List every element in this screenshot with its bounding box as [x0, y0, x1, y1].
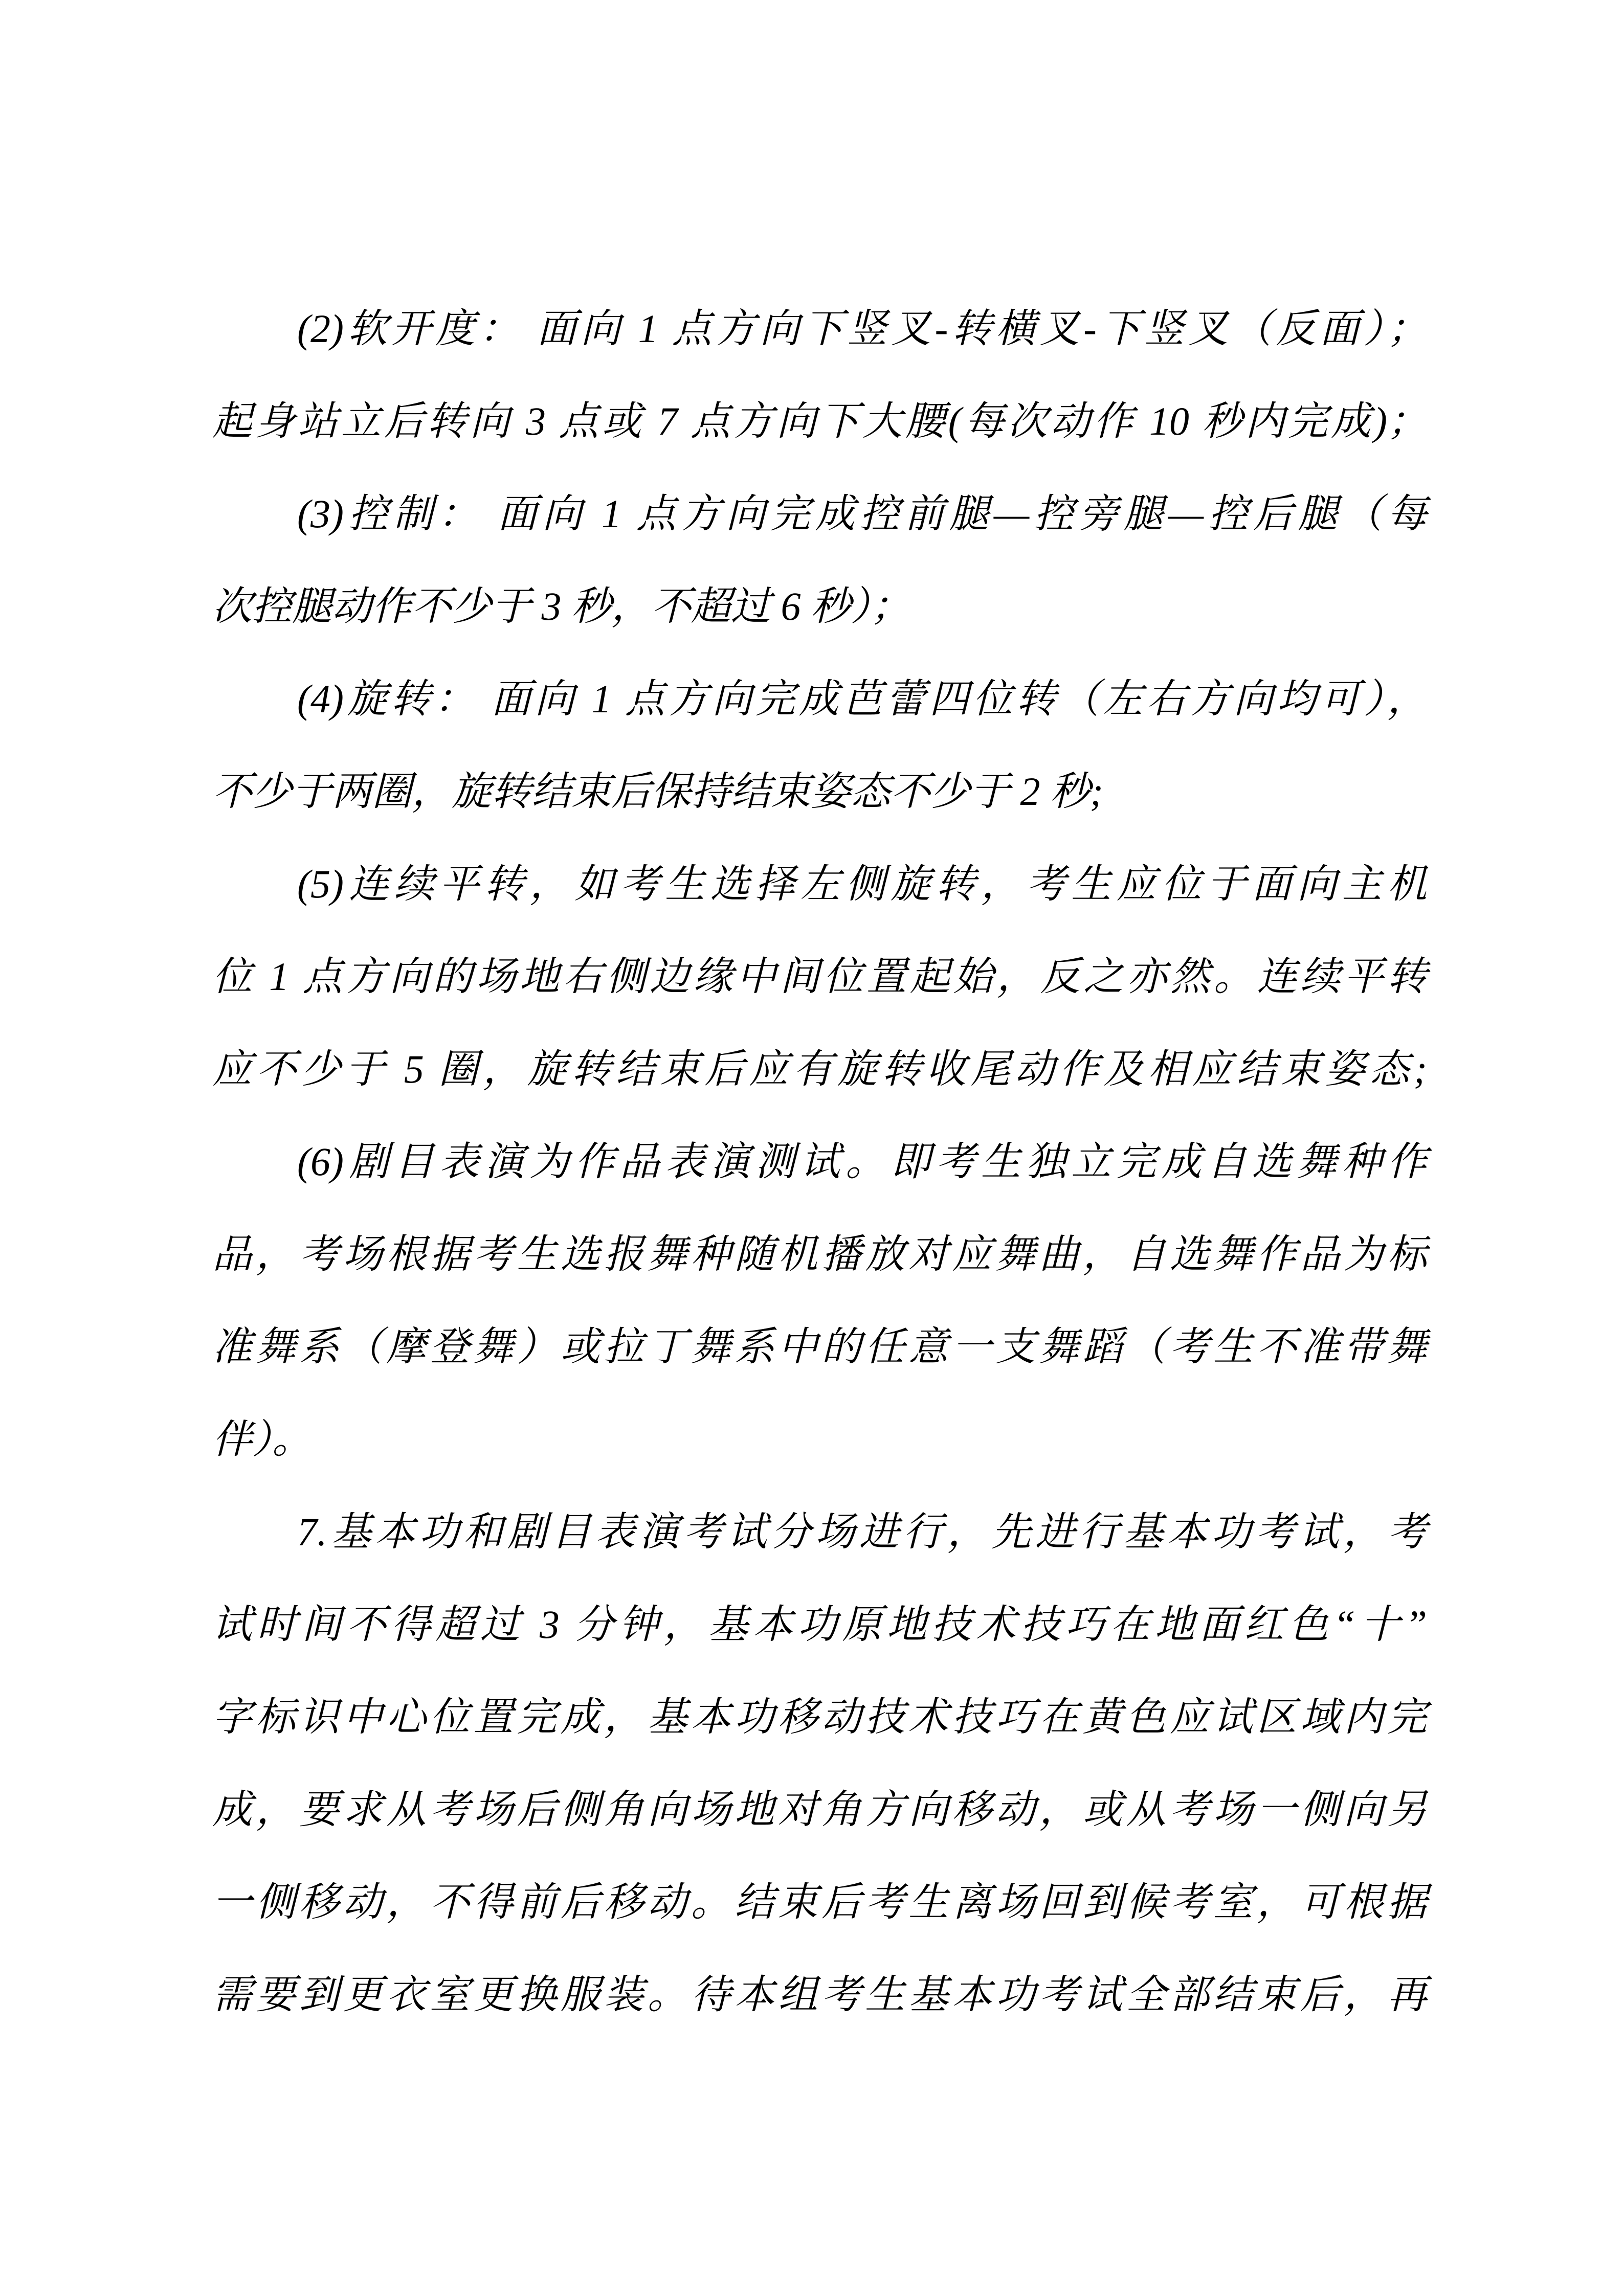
text-line: (2)软开度： 面向 1 点方向下竖叉-转横叉-下竖叉（反面）； [297, 306, 1427, 351]
paragraph-repertoire [212, 1115, 1427, 1485]
text-line: (4)旋转： 面向 1 点方向完成芭蕾四位转（左右方向均可）， [297, 677, 1427, 721]
paragraph-continuous-turns [212, 838, 1427, 1115]
text-line: 应不少于 5 圈，旋转结束后应有旋转收尾动作及相应结束姿态; [212, 1047, 1427, 1091]
text-line: 位 1 点方向的场地右侧边缘中间位置起始，反之亦然。连续平转 [212, 954, 1427, 999]
text-line: 试时间不得超过 3 分钟，基本功原地技术技巧在地面红色“十” [212, 1602, 1427, 1647]
paragraph-control [212, 467, 1427, 652]
text-line: 准舞系（摩登舞）或拉丁舞系中的任意一支舞蹈（考生不准带舞 [212, 1324, 1427, 1369]
text-line: 7.基本功和剧目表演考试分场进行，先进行基本功考试，考 [297, 1510, 1427, 1554]
text-line: 不少于两圈，旋转结束后保持结束姿态不少于 2 秒; [212, 769, 1103, 814]
paragraph-exam-procedure [212, 1485, 1427, 2041]
text-line: 次控腿动作不少于 3 秒，不超过 6 秒）； [212, 584, 911, 628]
text-line: 需要到更衣室更换服装。待本组考生基本功考试全部结束后，再 [212, 1972, 1427, 2017]
paragraph-rotation [212, 652, 1427, 838]
paragraph-flexibility [212, 282, 1427, 467]
text-line: 品，考场根据考生选报舞种随机播放对应舞曲，自选舞作品为标 [212, 1232, 1427, 1276]
text-line: 起身站立后转向 3 点或 7 点方向下大腰(每次动作 10 秒内完成)； [212, 399, 1427, 443]
text-line: (5)连续平转，如考生选择左侧旋转，考生应位于面向主机 [297, 862, 1427, 906]
text-line: (3)控制： 面向 1 点方向完成控前腿—控旁腿—控后腿（每 [297, 491, 1427, 536]
text-block [212, 282, 1427, 2041]
text-line: 伴）。 [212, 1417, 313, 1461]
text-line: 一侧移动，不得前后移动。结束后考生离场回到候考室，可根据 [212, 1880, 1427, 1924]
text-line: 成，要求从考场后侧角向场地对角方向移动，或从考场一侧向另 [212, 1787, 1427, 1832]
text-line: (6)剧目表演为作品表演测试。即考生独立完成自选舞种作 [297, 1139, 1427, 1184]
text-line: 字标识中心位置完成，基本功移动技术技巧在黄色应试区域内完 [212, 1695, 1427, 1739]
